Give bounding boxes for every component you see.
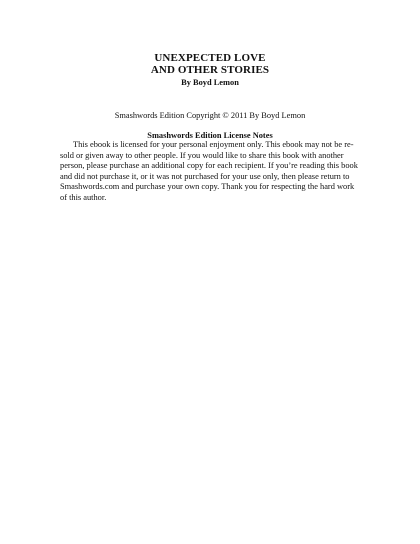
- license-line: of this author.: [60, 192, 107, 202]
- license-heading: Smashwords Edition License Notes: [147, 131, 273, 140]
- license-line: Smashwords.com and purchase your own copy. Thank you for respecting the hard work: [60, 182, 355, 192]
- title-block: [0, 52, 420, 88]
- license-text: [60, 140, 360, 204]
- copyright-notice: Smashwords Edition Copyright © 2011 By Boyd Lemon: [114, 111, 306, 120]
- author-byline: By Boyd Lemon: [181, 78, 239, 87]
- book-title-line-1: UNEXPECTED LOVE: [154, 52, 266, 64]
- license-line: sold or given away to other people. If you would like to share this book with another: [60, 150, 344, 160]
- license-line: This ebook is licensed for your personal enjoyment only. This ebook may not be re-: [73, 140, 354, 149]
- license-line: and did not purchase it, or it was not purchased for your use only, then please return to: [60, 171, 350, 181]
- license-line: person, please purchase an additional copy for each recipient. If you’re reading this book: [60, 161, 358, 171]
- book-title-line-2: AND OTHER STORIES: [150, 64, 270, 76]
